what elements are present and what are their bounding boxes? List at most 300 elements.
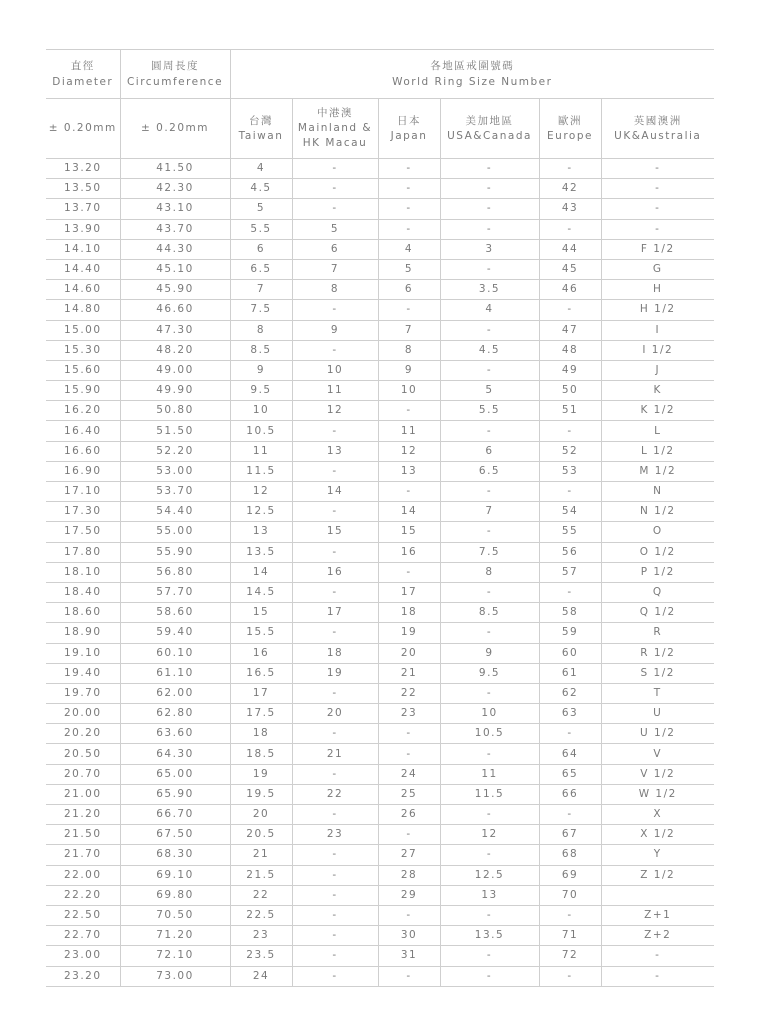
taiwan-size-cell: 18	[230, 724, 292, 744]
europe-size-cell: 55	[539, 522, 601, 542]
circumference-cell: 49.90	[120, 381, 230, 401]
circumference-cell: 62.00	[120, 683, 230, 703]
world-size-header-zh: 各地區戒圍號碼	[430, 60, 515, 72]
diameter-cell: 16.40	[46, 421, 120, 441]
region-en: Japan	[390, 129, 428, 142]
diameter-cell: 23.00	[46, 946, 120, 966]
taiwan-size-cell: 15.5	[230, 623, 292, 643]
usa-size-cell: 12.5	[440, 865, 539, 885]
taiwan-size-cell: 18.5	[230, 744, 292, 764]
mainland-size-cell: -	[292, 724, 378, 744]
japan-size-cell: 14	[378, 502, 440, 522]
circumference-cell: 71.20	[120, 926, 230, 946]
uk-size-cell: Y	[601, 845, 714, 865]
table-row	[46, 159, 714, 179]
mainland-size-cell: -	[292, 623, 378, 643]
europe-size-cell: -	[539, 724, 601, 744]
uk-size-cell: I	[601, 320, 714, 340]
uk-size-cell: S 1/2	[601, 663, 714, 683]
japan-size-cell: 11	[378, 421, 440, 441]
table-row	[46, 219, 714, 239]
europe-size-cell: 53	[539, 461, 601, 481]
usa-size-cell: 11.5	[440, 784, 539, 804]
taiwan-size-cell: 8.5	[230, 340, 292, 360]
circumference-cell: 56.80	[120, 562, 230, 582]
table-row	[46, 764, 714, 784]
taiwan-size-cell: 20	[230, 805, 292, 825]
diameter-cell: 18.40	[46, 582, 120, 602]
header-row-main	[46, 50, 714, 99]
diameter-cell: 14.40	[46, 259, 120, 279]
table-row	[46, 885, 714, 905]
europe-size-cell: 56	[539, 542, 601, 562]
uk-size-cell: R	[601, 623, 714, 643]
table-body	[46, 159, 714, 987]
uk-size-cell: G	[601, 259, 714, 279]
region-en: Mainland &	[297, 122, 373, 134]
uk-size-cell: R 1/2	[601, 643, 714, 663]
uk-size-cell: T	[601, 683, 714, 703]
japan-size-cell: -	[378, 199, 440, 219]
table-row	[46, 401, 714, 421]
japan-size-cell: -	[378, 179, 440, 199]
table-row	[46, 300, 714, 320]
japan-size-cell: 28	[378, 865, 440, 885]
europe-size-cell: 59	[539, 623, 601, 643]
europe-size-cell: 72	[539, 946, 601, 966]
europe-size-cell: 64	[539, 744, 601, 764]
usa-size-cell: 13	[440, 885, 539, 905]
mainland-size-cell: 20	[292, 704, 378, 724]
europe-size-cell: 60	[539, 643, 601, 663]
uk-size-cell: K 1/2	[601, 401, 714, 421]
uk-size-cell: -	[601, 159, 714, 179]
mainland-size-cell: -	[292, 159, 378, 179]
japan-size-cell: 26	[378, 805, 440, 825]
japan-size-cell: 6	[378, 280, 440, 300]
mainland-size-cell: 5	[292, 219, 378, 239]
mainland-size-cell: 18	[292, 643, 378, 663]
uk-size-cell	[601, 885, 714, 905]
usa-size-cell: -	[440, 159, 539, 179]
diameter-cell: 13.50	[46, 179, 120, 199]
region-header-usa-canada	[440, 99, 539, 159]
europe-size-cell: -	[539, 966, 601, 986]
diameter-cell: 16.20	[46, 401, 120, 421]
japan-size-cell: 22	[378, 683, 440, 703]
table-row	[46, 805, 714, 825]
usa-size-cell: -	[440, 905, 539, 925]
uk-size-cell: I 1/2	[601, 340, 714, 360]
diameter-cell: 15.90	[46, 381, 120, 401]
uk-size-cell: Z 1/2	[601, 865, 714, 885]
diameter-cell: 21.70	[46, 845, 120, 865]
mainland-size-cell: 14	[292, 482, 378, 502]
diameter-cell: 21.20	[46, 805, 120, 825]
usa-size-cell: -	[440, 683, 539, 703]
europe-size-cell: 46	[539, 280, 601, 300]
mainland-size-cell: 6	[292, 239, 378, 259]
taiwan-size-cell: 6	[230, 239, 292, 259]
taiwan-size-cell: 13.5	[230, 542, 292, 562]
table-row	[46, 946, 714, 966]
europe-size-cell: 66	[539, 784, 601, 804]
europe-size-cell: 48	[539, 340, 601, 360]
taiwan-size-cell: 21.5	[230, 865, 292, 885]
table-row	[46, 340, 714, 360]
uk-size-cell: K	[601, 381, 714, 401]
mainland-size-cell: 23	[292, 825, 378, 845]
circumference-cell: 67.50	[120, 825, 230, 845]
diameter-cell: 18.60	[46, 603, 120, 623]
japan-size-cell: -	[378, 300, 440, 320]
circumference-cell: 50.80	[120, 401, 230, 421]
japan-size-cell: -	[378, 724, 440, 744]
taiwan-size-cell: 12.5	[230, 502, 292, 522]
japan-size-cell: 12	[378, 441, 440, 461]
circumference-cell: 55.90	[120, 542, 230, 562]
taiwan-size-cell: 24	[230, 966, 292, 986]
circumference-header-en: Circumference	[126, 76, 224, 88]
table-row	[46, 663, 714, 683]
usa-size-cell: 12	[440, 825, 539, 845]
circumference-cell: 53.70	[120, 482, 230, 502]
japan-size-cell: 10	[378, 381, 440, 401]
table-row	[46, 482, 714, 502]
mainland-size-cell: 12	[292, 401, 378, 421]
circumference-cell: 64.30	[120, 744, 230, 764]
uk-size-cell: H 1/2	[601, 300, 714, 320]
taiwan-size-cell: 7.5	[230, 300, 292, 320]
diameter-cell: 17.50	[46, 522, 120, 542]
mainland-size-cell: -	[292, 199, 378, 219]
diameter-cell: 19.70	[46, 683, 120, 703]
mainland-size-cell: 10	[292, 360, 378, 380]
japan-size-cell: 30	[378, 926, 440, 946]
usa-size-cell: -	[440, 744, 539, 764]
japan-size-cell: 21	[378, 663, 440, 683]
taiwan-size-cell: 10	[230, 401, 292, 421]
circumference-cell: 46.60	[120, 300, 230, 320]
taiwan-size-cell: 13	[230, 522, 292, 542]
mainland-size-cell: -	[292, 865, 378, 885]
uk-size-cell: Z+2	[601, 926, 714, 946]
japan-size-cell: 18	[378, 603, 440, 623]
circumference-cell: 62.80	[120, 704, 230, 724]
diameter-cell: 23.20	[46, 966, 120, 986]
usa-size-cell: 4.5	[440, 340, 539, 360]
table-row	[46, 259, 714, 279]
uk-size-cell: O 1/2	[601, 542, 714, 562]
japan-size-cell: -	[378, 401, 440, 421]
circumference-cell: 41.50	[120, 159, 230, 179]
diameter-cell: 15.30	[46, 340, 120, 360]
japan-size-cell: 13	[378, 461, 440, 481]
circumference-cell: 70.50	[120, 905, 230, 925]
japan-size-cell: 27	[378, 845, 440, 865]
region-en: UK&Australia	[614, 129, 702, 142]
europe-size-cell: 51	[539, 401, 601, 421]
usa-size-cell: -	[440, 259, 539, 279]
mainland-size-cell: -	[292, 582, 378, 602]
mainland-size-cell: -	[292, 926, 378, 946]
usa-size-cell: -	[440, 360, 539, 380]
japan-size-cell: 9	[378, 360, 440, 380]
usa-size-cell: 7.5	[440, 542, 539, 562]
taiwan-size-cell: 19.5	[230, 784, 292, 804]
circumference-cell: 55.00	[120, 522, 230, 542]
usa-size-cell: 13.5	[440, 926, 539, 946]
region-header-taiwan	[230, 99, 292, 159]
table-row	[46, 360, 714, 380]
mainland-size-cell: 17	[292, 603, 378, 623]
table-row	[46, 461, 714, 481]
europe-size-cell: -	[539, 421, 601, 441]
table-row	[46, 825, 714, 845]
usa-size-cell: 5.5	[440, 401, 539, 421]
uk-size-cell: Q 1/2	[601, 603, 714, 623]
usa-size-cell: 8	[440, 562, 539, 582]
mainland-size-cell: 7	[292, 259, 378, 279]
diameter-header	[46, 50, 120, 99]
circumference-cell: 68.30	[120, 845, 230, 865]
japan-size-cell: 20	[378, 643, 440, 663]
europe-size-cell: -	[539, 482, 601, 502]
mainland-size-cell: 22	[292, 784, 378, 804]
table-row	[46, 724, 714, 744]
region-zh: 美加地區	[465, 114, 514, 127]
world-size-header-en: World Ring Size Number	[392, 76, 553, 88]
uk-size-cell: O	[601, 522, 714, 542]
europe-size-cell: 47	[539, 320, 601, 340]
circumference-cell: 58.60	[120, 603, 230, 623]
europe-size-cell: 70	[539, 885, 601, 905]
europe-size-cell: 42	[539, 179, 601, 199]
mainland-size-cell: -	[292, 542, 378, 562]
japan-size-cell: 15	[378, 522, 440, 542]
mainland-size-cell: 11	[292, 381, 378, 401]
circumference-cell: 72.10	[120, 946, 230, 966]
circumference-cell: 73.00	[120, 966, 230, 986]
circumference-cell: 53.00	[120, 461, 230, 481]
table-row	[46, 683, 714, 703]
circumference-cell: 52.20	[120, 441, 230, 461]
japan-size-cell: -	[378, 744, 440, 764]
ring-size-table	[46, 49, 714, 987]
diameter-cell: 13.90	[46, 219, 120, 239]
diameter-cell: 17.80	[46, 542, 120, 562]
japan-size-cell: 16	[378, 542, 440, 562]
diameter-cell: 19.10	[46, 643, 120, 663]
taiwan-size-cell: 9	[230, 360, 292, 380]
taiwan-size-cell: 9.5	[230, 381, 292, 401]
usa-size-cell: 11	[440, 764, 539, 784]
circumference-cell: 47.30	[120, 320, 230, 340]
diameter-cell: 17.30	[46, 502, 120, 522]
circumference-cell: 49.00	[120, 360, 230, 380]
uk-size-cell: -	[601, 946, 714, 966]
usa-size-cell: 3.5	[440, 280, 539, 300]
table-row	[46, 239, 714, 259]
diameter-cell: 17.10	[46, 482, 120, 502]
table-row	[46, 280, 714, 300]
uk-size-cell: U 1/2	[601, 724, 714, 744]
table-row	[46, 381, 714, 401]
region-zh: 英國澳洲	[633, 114, 682, 127]
usa-size-cell: -	[440, 199, 539, 219]
usa-size-cell: -	[440, 522, 539, 542]
diameter-cell: 14.60	[46, 280, 120, 300]
europe-size-cell: -	[539, 159, 601, 179]
diameter-cell: 21.50	[46, 825, 120, 845]
usa-size-cell: -	[440, 805, 539, 825]
diameter-cell: 14.10	[46, 239, 120, 259]
europe-size-cell: -	[539, 300, 601, 320]
diameter-cell: 16.90	[46, 461, 120, 481]
europe-size-cell: -	[539, 905, 601, 925]
uk-size-cell: X	[601, 805, 714, 825]
taiwan-size-cell: 12	[230, 482, 292, 502]
uk-size-cell: L 1/2	[601, 441, 714, 461]
japan-size-cell: 24	[378, 764, 440, 784]
diameter-cell: 13.20	[46, 159, 120, 179]
taiwan-size-cell: 4.5	[230, 179, 292, 199]
region-zh: 台灣	[249, 114, 273, 127]
region-en: Europe	[547, 129, 593, 142]
taiwan-size-cell: 11.5	[230, 461, 292, 481]
japan-size-cell: -	[378, 905, 440, 925]
taiwan-size-cell: 20.5	[230, 825, 292, 845]
circumference-cell: 65.90	[120, 784, 230, 804]
japan-size-cell: -	[378, 219, 440, 239]
circumference-cell: 66.70	[120, 805, 230, 825]
table-row	[46, 441, 714, 461]
usa-size-cell: 4	[440, 300, 539, 320]
circumference-cell: 51.50	[120, 421, 230, 441]
usa-size-cell: -	[440, 320, 539, 340]
circumference-cell: 69.80	[120, 885, 230, 905]
japan-size-cell: 23	[378, 704, 440, 724]
diameter-header-zh: 直徑	[70, 60, 95, 72]
mainland-size-cell: 21	[292, 744, 378, 764]
europe-size-cell: -	[539, 219, 601, 239]
region-en: USA&Canada	[447, 129, 532, 142]
usa-size-cell: -	[440, 623, 539, 643]
taiwan-size-cell: 16.5	[230, 663, 292, 683]
circumference-tolerance: ± 0.20mm	[120, 99, 230, 159]
mainland-size-cell: -	[292, 845, 378, 865]
mainland-size-cell: -	[292, 805, 378, 825]
japan-size-cell: 4	[378, 239, 440, 259]
table-row	[46, 542, 714, 562]
diameter-cell: 13.70	[46, 199, 120, 219]
diameter-cell: 20.70	[46, 764, 120, 784]
circumference-cell: 43.10	[120, 199, 230, 219]
europe-size-cell: -	[539, 805, 601, 825]
taiwan-size-cell: 14.5	[230, 582, 292, 602]
circumference-cell: 63.60	[120, 724, 230, 744]
diameter-cell: 21.00	[46, 784, 120, 804]
taiwan-size-cell: 22	[230, 885, 292, 905]
circumference-cell: 69.10	[120, 865, 230, 885]
europe-size-cell: 52	[539, 441, 601, 461]
uk-size-cell: U	[601, 704, 714, 724]
mainland-size-cell: -	[292, 966, 378, 986]
uk-size-cell: Z+1	[601, 905, 714, 925]
table-row	[46, 643, 714, 663]
header-row-regions	[46, 99, 714, 159]
region-header-europe	[539, 99, 601, 159]
usa-size-cell: 5	[440, 381, 539, 401]
circumference-cell: 48.20	[120, 340, 230, 360]
usa-size-cell: -	[440, 421, 539, 441]
europe-size-cell: 65	[539, 764, 601, 784]
europe-size-cell: 62	[539, 683, 601, 703]
uk-size-cell: L	[601, 421, 714, 441]
table-row	[46, 623, 714, 643]
diameter-cell: 20.20	[46, 724, 120, 744]
mainland-size-cell: 13	[292, 441, 378, 461]
japan-size-cell: -	[378, 825, 440, 845]
table-row	[46, 421, 714, 441]
europe-size-cell: 58	[539, 603, 601, 623]
europe-size-cell: 61	[539, 663, 601, 683]
table-row	[46, 562, 714, 582]
region-header-japan	[378, 99, 440, 159]
usa-size-cell: -	[440, 219, 539, 239]
usa-size-cell: -	[440, 482, 539, 502]
uk-size-cell: J	[601, 360, 714, 380]
uk-size-cell: W 1/2	[601, 784, 714, 804]
japan-size-cell: 19	[378, 623, 440, 643]
circumference-header-zh: 圓周長度	[151, 60, 199, 72]
japan-size-cell: -	[378, 562, 440, 582]
diameter-cell: 15.60	[46, 360, 120, 380]
table-row	[46, 179, 714, 199]
table-row	[46, 199, 714, 219]
table-row	[46, 845, 714, 865]
table-row	[46, 704, 714, 724]
mainland-size-cell: -	[292, 683, 378, 703]
europe-size-cell: 68	[539, 845, 601, 865]
uk-size-cell: N	[601, 482, 714, 502]
usa-size-cell: -	[440, 582, 539, 602]
region-header-mainland-hk-macau	[292, 99, 378, 159]
uk-size-cell: X 1/2	[601, 825, 714, 845]
taiwan-size-cell: 15	[230, 603, 292, 623]
circumference-cell: 61.10	[120, 663, 230, 683]
region-zh: 日本	[397, 114, 421, 127]
europe-size-cell: 57	[539, 562, 601, 582]
uk-size-cell: F 1/2	[601, 239, 714, 259]
uk-size-cell: -	[601, 179, 714, 199]
circumference-cell: 42.30	[120, 179, 230, 199]
mainland-size-cell: 15	[292, 522, 378, 542]
mainland-size-cell: -	[292, 885, 378, 905]
table-row	[46, 966, 714, 986]
japan-size-cell: -	[378, 482, 440, 502]
taiwan-size-cell: 11	[230, 441, 292, 461]
europe-size-cell: 43	[539, 199, 601, 219]
uk-size-cell: -	[601, 966, 714, 986]
diameter-cell: 18.10	[46, 562, 120, 582]
taiwan-size-cell: 22.5	[230, 905, 292, 925]
diameter-cell: 20.00	[46, 704, 120, 724]
diameter-cell: 20.50	[46, 744, 120, 764]
taiwan-size-cell: 6.5	[230, 259, 292, 279]
circumference-cell: 57.70	[120, 582, 230, 602]
usa-size-cell: 9.5	[440, 663, 539, 683]
